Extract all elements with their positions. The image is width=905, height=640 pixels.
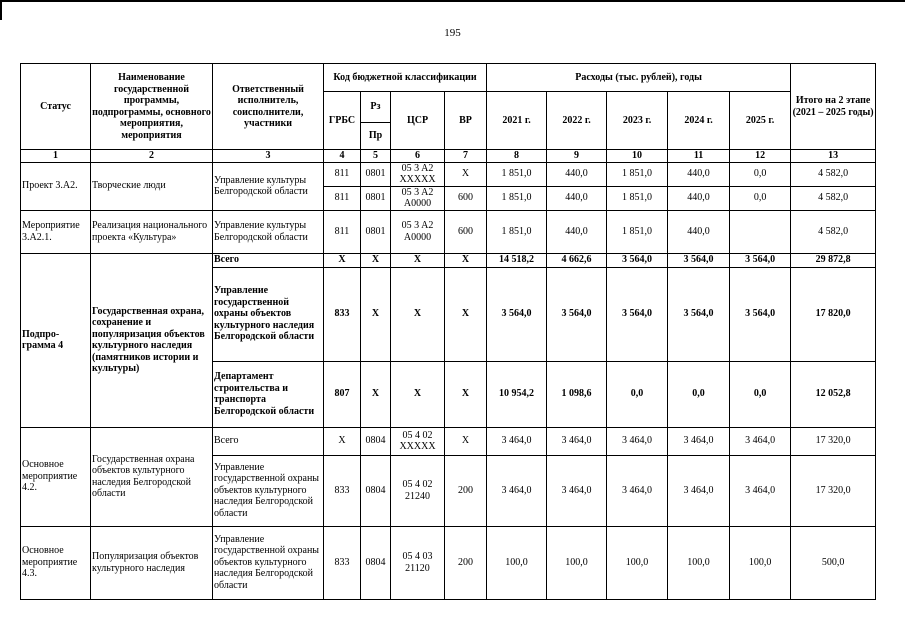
y2022-cell: 440,0	[547, 162, 607, 186]
y2024-cell: 3 564,0	[668, 253, 730, 267]
y2021-cell: 3 564,0	[487, 267, 547, 361]
y2022-cell: 4 662,6	[547, 253, 607, 267]
col-number: 11	[668, 150, 730, 163]
col-number: 10	[607, 150, 668, 163]
rz-cell: 0801	[361, 186, 391, 210]
header-year-2022: 2022 г.	[547, 92, 607, 150]
vr-cell: X	[445, 427, 487, 455]
rz-cell: 0804	[361, 526, 391, 599]
table-row	[21, 210, 876, 253]
y2021-cell: 3 464,0	[487, 455, 547, 526]
y2024-cell: 3 464,0	[668, 427, 730, 455]
grbs-cell: X	[324, 253, 361, 267]
header-grbs: ГРБС	[324, 92, 361, 150]
y2022-cell: 3 464,0	[547, 427, 607, 455]
y2021-cell: 14 518,2	[487, 253, 547, 267]
col-number: 4	[324, 150, 361, 163]
y2021-cell: 1 851,0	[487, 186, 547, 210]
header-year-2025: 2025 г.	[730, 92, 791, 150]
vr-cell: 200	[445, 526, 487, 599]
grbs-cell: 811	[324, 210, 361, 253]
y2024-cell: 440,0	[668, 162, 730, 186]
total-cell: 4 582,0	[791, 210, 876, 253]
y2023-cell: 3 464,0	[607, 455, 668, 526]
header-row-1	[21, 64, 876, 92]
left-border-line	[0, 0, 2, 20]
col-number: 8	[487, 150, 547, 163]
csr-cell: X	[391, 361, 445, 427]
top-border-line	[0, 0, 905, 2]
col-number: 2	[91, 150, 213, 163]
vr-cell: X	[445, 162, 487, 186]
status-cell: Основное мероприятие 4.3.	[21, 526, 91, 599]
y2024-cell: 3 564,0	[668, 267, 730, 361]
y2023-cell: 1 851,0	[607, 210, 668, 253]
total-cell: 17 820,0	[791, 267, 876, 361]
y2021-cell: 10 954,2	[487, 361, 547, 427]
y2025-cell	[730, 210, 791, 253]
csr-cell: X	[391, 267, 445, 361]
col-number: 3	[213, 150, 324, 163]
grbs-cell: 833	[324, 526, 361, 599]
rz-cell: 0804	[361, 455, 391, 526]
grbs-cell: 807	[324, 361, 361, 427]
y2022-cell: 1 098,6	[547, 361, 607, 427]
col-number: 9	[547, 150, 607, 163]
responsible-cell: Всего	[213, 427, 324, 455]
status-cell: Основное мероприятие 4.2.	[21, 427, 91, 526]
header-name: Наименование государственной программы, подпрограммы, основного мероприятия, мероприятия	[91, 64, 213, 150]
col-number: 6	[391, 150, 445, 163]
grbs-cell: 811	[324, 186, 361, 210]
name-cell: Популяризация объектов культурного наследия	[91, 526, 213, 599]
y2024-cell: 100,0	[668, 526, 730, 599]
csr-cell: 05 4 02 XXXXX	[391, 427, 445, 455]
responsible-cell: Управление государственной охраны объектов культурного наследия Белгородской области	[213, 267, 324, 361]
vr-cell: 600	[445, 210, 487, 253]
table-row	[21, 253, 876, 267]
y2025-cell: 3 464,0	[730, 455, 791, 526]
vr-cell: 200	[445, 455, 487, 526]
table-row	[21, 427, 876, 455]
total-cell: 500,0	[791, 526, 876, 599]
vr-cell: X	[445, 267, 487, 361]
y2021-cell: 3 464,0	[487, 427, 547, 455]
grbs-cell: 833	[324, 267, 361, 361]
y2022-cell: 440,0	[547, 210, 607, 253]
y2024-cell: 440,0	[668, 210, 730, 253]
rz-cell: 0801	[361, 210, 391, 253]
csr-cell: 05 3 A2 A0000	[391, 210, 445, 253]
header-pr: Пр	[361, 123, 391, 150]
responsible-cell: Управление государственной охраны объектов культурного наследия Белгородской области	[213, 526, 324, 599]
y2025-cell: 3 564,0	[730, 267, 791, 361]
table-row	[21, 526, 876, 599]
status-cell: Проект 3.А2.	[21, 162, 91, 210]
col-number: 13	[791, 150, 876, 163]
header-year-2021: 2021 г.	[487, 92, 547, 150]
rz-cell: X	[361, 267, 391, 361]
y2022-cell: 3 464,0	[547, 455, 607, 526]
y2023-cell: 100,0	[607, 526, 668, 599]
responsible-cell: Управление культуры Белгородской области	[213, 162, 324, 210]
name-cell: Государственная охрана объектов культурного наследия Белгородской области	[91, 427, 213, 526]
y2022-cell: 440,0	[547, 186, 607, 210]
status-cell: Подпро-грамма 4	[21, 253, 91, 427]
responsible-cell: Управление культуры Белгородской области	[213, 210, 324, 253]
total-cell: 4 582,0	[791, 162, 876, 186]
rz-cell: 0801	[361, 162, 391, 186]
total-cell: 17 320,0	[791, 455, 876, 526]
header-year-2024: 2024 г.	[668, 92, 730, 150]
y2024-cell: 0,0	[668, 361, 730, 427]
y2025-cell: 100,0	[730, 526, 791, 599]
column-number-row	[21, 150, 876, 163]
y2025-cell: 0,0	[730, 186, 791, 210]
budget-table	[20, 63, 876, 600]
y2023-cell: 1 851,0	[607, 186, 668, 210]
total-cell: 29 872,8	[791, 253, 876, 267]
rz-cell: 0804	[361, 427, 391, 455]
col-number: 5	[361, 150, 391, 163]
y2021-cell: 1 851,0	[487, 210, 547, 253]
y2023-cell: 1 851,0	[607, 162, 668, 186]
responsible-cell: Управление государственной охраны объектов культурного наследия Белгородской области	[213, 455, 324, 526]
csr-cell: 05 3 A2 XXXXX	[391, 162, 445, 186]
header-budget-code: Код бюджетной классификации	[324, 64, 487, 92]
y2021-cell: 1 851,0	[487, 162, 547, 186]
y2024-cell: 440,0	[668, 186, 730, 210]
grbs-cell: 811	[324, 162, 361, 186]
status-cell: Мероприятие 3.А2.1.	[21, 210, 91, 253]
header-year-2023: 2023 г.	[607, 92, 668, 150]
y2024-cell: 3 464,0	[668, 455, 730, 526]
col-number: 7	[445, 150, 487, 163]
col-number: 12	[730, 150, 791, 163]
name-cell: Государственная охрана, сохранение и популяризация объектов культурного наследия (памятников истории и культуры)	[91, 253, 213, 427]
header-csr: ЦСР	[391, 92, 445, 150]
header-vr: ВР	[445, 92, 487, 150]
header-total: Итого на 2 этапе (2021 – 2025 годы)	[791, 64, 876, 150]
total-cell: 17 320,0	[791, 427, 876, 455]
vr-cell: 600	[445, 186, 487, 210]
y2023-cell: 0,0	[607, 361, 668, 427]
name-cell: Творческие люди	[91, 162, 213, 210]
vr-cell: X	[445, 253, 487, 267]
y2025-cell: 3 564,0	[730, 253, 791, 267]
rz-cell: X	[361, 361, 391, 427]
col-number: 1	[21, 150, 91, 163]
grbs-cell: X	[324, 427, 361, 455]
header-rz: Рз	[361, 92, 391, 123]
name-cell: Реализация национального проекта «Культура»	[91, 210, 213, 253]
y2022-cell: 100,0	[547, 526, 607, 599]
responsible-cell: Всего	[213, 253, 324, 267]
header-status: Статус	[21, 64, 91, 150]
y2023-cell: 3 564,0	[607, 253, 668, 267]
y2025-cell: 0,0	[730, 162, 791, 186]
csr-cell: X	[391, 253, 445, 267]
y2023-cell: 3 564,0	[607, 267, 668, 361]
csr-cell: 05 3 A2 A0000	[391, 186, 445, 210]
y2021-cell: 100,0	[487, 526, 547, 599]
rz-cell: X	[361, 253, 391, 267]
header-expenses: Расходы (тыс. рублей), годы	[487, 64, 791, 92]
responsible-cell: Департамент строительства и транспорта Белгородской области	[213, 361, 324, 427]
grbs-cell: 833	[324, 455, 361, 526]
total-cell: 12 052,8	[791, 361, 876, 427]
csr-cell: 05 4 03 21120	[391, 526, 445, 599]
page-number: 195	[444, 27, 461, 39]
vr-cell: X	[445, 361, 487, 427]
csr-cell: 05 4 02 21240	[391, 455, 445, 526]
y2025-cell: 0,0	[730, 361, 791, 427]
table-row	[21, 162, 876, 186]
header-responsible: Ответственный исполнитель, соисполнители, участники	[213, 64, 324, 150]
y2022-cell: 3 564,0	[547, 267, 607, 361]
y2025-cell: 3 464,0	[730, 427, 791, 455]
total-cell: 4 582,0	[791, 186, 876, 210]
y2023-cell: 3 464,0	[607, 427, 668, 455]
